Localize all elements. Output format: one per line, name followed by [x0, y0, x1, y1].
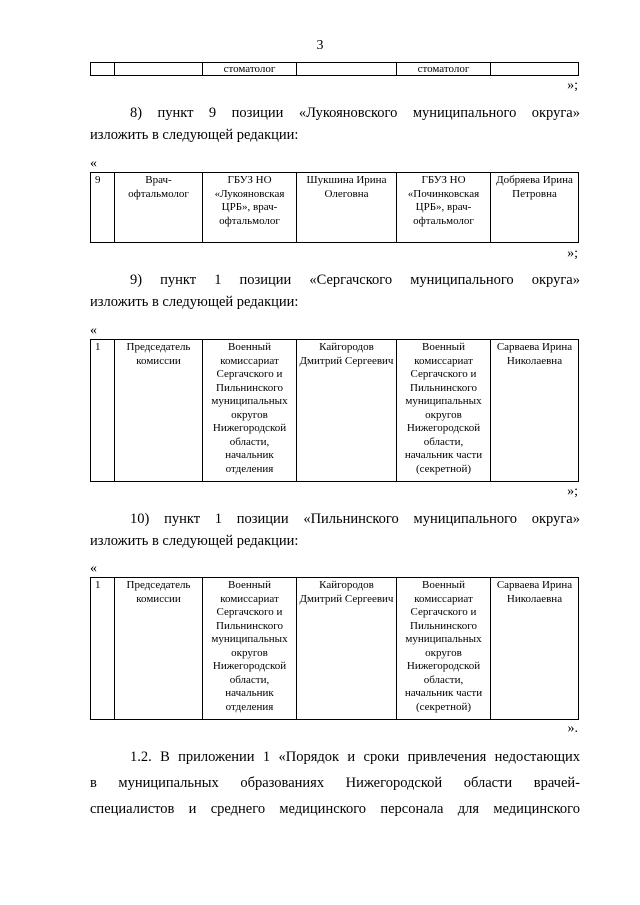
paragraph-line: изложить в следующей редакции: [90, 127, 299, 143]
table-item-10 [90, 577, 579, 720]
table-top-continuation [90, 62, 579, 76]
table-cell: 1 [91, 340, 115, 482]
opening-quote: « [90, 323, 97, 338]
table-cell: Сарваева Ирина Николаевна [491, 340, 579, 482]
table-cell: Сарваева Ирина Николаевна [491, 578, 579, 720]
table-item-9 [90, 339, 579, 482]
paragraph-item-9 [90, 269, 580, 313]
table-cell: Шукшина Ирина Олеговна [297, 173, 397, 243]
table-cell [491, 63, 579, 76]
closing-quote: »; [567, 484, 578, 499]
closing-quote: »; [567, 246, 578, 261]
table-cell: Военный комиссариат Сергачского и Пильнинского муниципальных округов Нижегородской области, начальник части (секретной) [397, 340, 491, 482]
table-cell: Военный комиссариат Сергачского и Пильнинского муниципальных округов Нижегородской области, начальник отделения [203, 340, 297, 482]
table-cell: Председатель комиссии [115, 340, 203, 482]
table-cell: 9 [91, 173, 115, 243]
table-cell [91, 63, 115, 76]
table-cell: Председатель комиссии [115, 578, 203, 720]
table-row [91, 578, 579, 720]
table-cell: Добряева Ирина Петровна [491, 173, 579, 243]
paragraph-line: 1.2. В приложении 1 «Порядок и сроки привлечения недостающих [130, 749, 580, 765]
table-cell: стоматолог [203, 63, 297, 76]
paragraph-line: в муниципальных образованиях Нижегородской области врачей- [90, 775, 580, 791]
table-row [91, 340, 579, 482]
paragraph-line: изложить в следующей редакции: [90, 533, 299, 549]
table-row [91, 63, 579, 76]
opening-quote: « [90, 156, 97, 171]
paragraph-line: 9) пункт 1 позиции «Сергачского муниципального округа» [130, 272, 580, 288]
closing-quote: »; [567, 78, 578, 93]
table-cell: стоматолог [397, 63, 491, 76]
table-cell: Кайгородов Дмитрий Сергеевич [297, 340, 397, 482]
table-cell: Кайгородов Дмитрий Сергеевич [297, 578, 397, 720]
table-cell: Военный комиссариат Сергачского и Пильнинского муниципальных округов Нижегородской области, начальник отделения [203, 578, 297, 720]
table-cell: Врач-офтальмолог [115, 173, 203, 243]
paragraph-item-10 [90, 508, 580, 552]
table-cell: Военный комиссариат Сергачского и Пильнинского муниципальных округов Нижегородской области, начальник части (секретной) [397, 578, 491, 720]
table-cell: ГБУЗ НО «Починковская ЦРБ», врач-офтальмолог [397, 173, 491, 243]
table-cell: 1 [91, 578, 115, 720]
page-number: 3 [316, 38, 324, 53]
closing-quote: ». [567, 721, 578, 736]
table-cell [115, 63, 203, 76]
paragraph-line: специалистов и среднего медицинского персонала для медицинского [90, 801, 580, 817]
paragraph-line: 10) пункт 1 позиции «Пильнинского муниципального округа» [130, 511, 580, 527]
paragraph-line: 8) пункт 9 позиции «Лукояновского муниципального округа» [130, 105, 580, 121]
paragraph-1-2 [90, 744, 580, 822]
table-cell: ГБУЗ НО «Лукояновская ЦРБ», врач-офтальмолог [203, 173, 297, 243]
opening-quote: « [90, 561, 97, 576]
table-row [91, 173, 579, 243]
table-item-8 [90, 172, 579, 243]
paragraph-line: изложить в следующей редакции: [90, 294, 299, 310]
paragraph-item-8 [90, 102, 580, 146]
table-cell [297, 63, 397, 76]
